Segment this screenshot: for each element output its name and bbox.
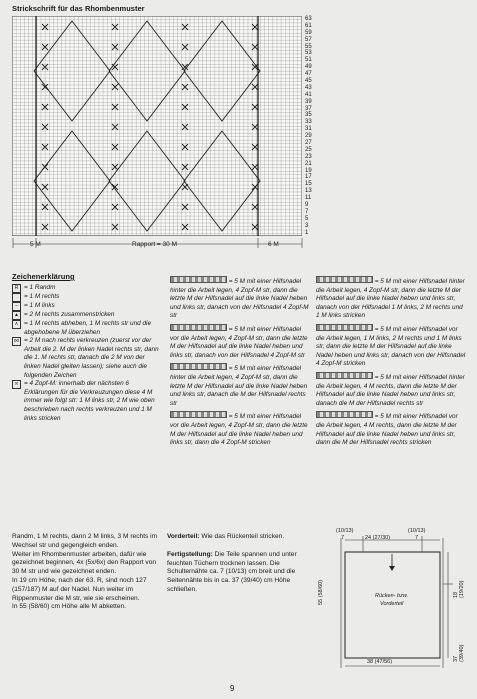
schem-label-line1: Rücken- bzw. bbox=[375, 593, 409, 599]
legend-text: = 1 M rechts abheben, 1 M rechts str und die abgehobene M überziehen bbox=[24, 320, 151, 336]
row-number: 43 bbox=[305, 84, 312, 91]
schem-left-side: 55 (58/60) bbox=[318, 579, 324, 605]
fertigstellung-label: Fertigstellung: bbox=[167, 550, 213, 558]
row-number: 51 bbox=[305, 57, 312, 64]
legend-text: = 1 Randm bbox=[24, 284, 56, 291]
legend-symbol-icon: ⋈ bbox=[14, 338, 19, 345]
legend-text: = 1 M rechts bbox=[24, 293, 60, 300]
chart-title: Strickschrift für das Rhombenmuster bbox=[12, 4, 145, 13]
vorderteil-text: Wie das Rückenteil stricken. bbox=[201, 533, 285, 540]
cable-text: = 5 M mit einer Hilfsnadel vor die Arbeit legen, 4 Zopf-M str, dann die letzte M der Hilfsnadel auf die linke Nadel heben und links str, danach von der Hilfsnadel 4 Zopf-M str bbox=[170, 325, 308, 359]
row-number: 45 bbox=[305, 78, 312, 85]
cable-text: = 5 M mit einer Hilfsnadel hinter die Arbeit legen, 4 Zopf-M str, dann die letzte M der Hilfsnadel auf die linke Nadel heben und links str, danach von der Hilfsnadel 1 M links, 2 M rechts und 1 M links stricken bbox=[316, 278, 465, 320]
cable-text: = 5 M mit einer Hilfsnadel vor die Arbeit legen, 4 Zopf-M str, dann die letzte M der Hilfsnadel auf die linke Nadel heben und links str, dann die 4 Zopf-M stricken bbox=[170, 413, 308, 447]
row-number: 23 bbox=[305, 153, 312, 160]
row-number: 31 bbox=[305, 126, 312, 133]
row-number: 15 bbox=[305, 181, 312, 188]
legend-text: = 2 M rechts zusammenstricken bbox=[24, 311, 115, 318]
row-number: 59 bbox=[305, 29, 312, 36]
schem-top-mid: 24 (27/30) bbox=[365, 535, 391, 541]
instruction-paragraph: In 19 cm Höhe, nach der 63. R, sind noch 127 (157/187) M auf der Nadel. Nun weiter im Rippenmuster die M str, wie sie erscheinen. bbox=[12, 576, 147, 602]
cable-symbol-icon bbox=[316, 372, 373, 379]
legend-symbol-icon: ▲ bbox=[12, 311, 21, 320]
cable-entry bbox=[170, 411, 310, 447]
row-number: 13 bbox=[305, 188, 312, 195]
legend-item bbox=[12, 302, 162, 311]
cable-text: = 5 M mit einer Hilfsnadel hinter die Arbeit legen, 4 M rechts, dann die letzte M der Hilfsnadel auf die linke Nadel heben und links str, danach die M der Hilfsnadel rechts str bbox=[316, 373, 465, 407]
cable-entry bbox=[316, 411, 466, 447]
cable-explanations-right bbox=[316, 276, 466, 451]
schem-top-left-frac: (10/13) bbox=[336, 528, 354, 534]
legend-item bbox=[12, 337, 162, 380]
instruction-paragraph: Weiter im Rhombenmuster arbeiten, dafür wie gezeichnet beginnen, 4x (5x/6x) den Rapport von 30 M str und wie gezeichnet enden. bbox=[12, 550, 157, 576]
cable-entry bbox=[170, 363, 310, 408]
legend-symbol-icon bbox=[12, 293, 21, 302]
instructions-left bbox=[12, 533, 160, 612]
row-number: 55 bbox=[305, 43, 312, 50]
instruction-paragraph: Randm, 1 M rechts, dann 2 M links, 3 M rechts im Wechsel str und gegengleich enden. bbox=[12, 533, 158, 549]
legend-item bbox=[12, 284, 162, 293]
dim-right: 6 M bbox=[268, 241, 279, 248]
row-number: 49 bbox=[305, 64, 312, 71]
cable-symbol-icon bbox=[316, 324, 373, 331]
schem-right-upper: 18 (19/20) bbox=[453, 580, 465, 598]
knitting-chart-grid bbox=[12, 16, 302, 236]
row-number: 57 bbox=[305, 36, 312, 43]
schem-top-left-val: 7 bbox=[341, 535, 345, 541]
row-number: 9 bbox=[305, 202, 309, 209]
cable-text: = 5 M mit einer Hilfsnadel hinter die Arbeit legen, 4 Zopf-M str, dann die letzte M der Hilfsnadel auf die linke Nadel heben und links str, danach von der Hilfsnadel 4 Zopf-M str bbox=[170, 278, 309, 320]
row-number: 61 bbox=[305, 22, 312, 29]
cable-symbol-icon bbox=[170, 363, 227, 370]
schem-label-line2: Vorderteil bbox=[380, 601, 404, 607]
row-number: 3 bbox=[305, 222, 309, 229]
fertigstellung-paragraph bbox=[167, 551, 317, 595]
vorderteil-label: Vorderteil: bbox=[167, 533, 200, 540]
row-number: 7 bbox=[305, 208, 309, 215]
cable-text: = 5 M mit einer Hilfsnadel vor die Arbeit legen, 4 M rechts, dann die letzte M der Hilfsnadel auf die linke Nadel heben und links str, dann die M der Hilfsnadel rechts stricken bbox=[316, 413, 458, 447]
row-number: 35 bbox=[305, 112, 312, 119]
legend-text: = 4 Zopf-M: innerhalb der nächsten 6 Erklärungen für die Verkreuzungen diese 4 M immer wie folgt str: 1 M links str, 2 M wie oben beschrieben nach rechts verkreuzen und 1 M links stricken bbox=[24, 380, 155, 422]
cable-symbol-icon bbox=[170, 324, 227, 331]
row-number: 53 bbox=[305, 50, 312, 57]
cable-text: = 5 M mit einer Hilfsnadel vor die Arbeit legen, 1 M links, 2 M rechts und 1 M links str, dann die letzte M der Hilfsnadel auf die linke Nadel heben und links str, danach von der Hilfsnadel 4 Zopf-M stricken bbox=[316, 325, 466, 368]
row-number: 29 bbox=[305, 133, 312, 140]
row-number: 27 bbox=[305, 140, 312, 147]
legend-item bbox=[12, 320, 162, 337]
legend-text: = 1 M links bbox=[24, 302, 55, 309]
dim-lines bbox=[12, 238, 304, 248]
cable-symbol-icon bbox=[170, 276, 227, 283]
schem-top-right-val: 7 bbox=[415, 535, 419, 541]
page-number: 9 bbox=[230, 684, 235, 693]
legend-symbol-icon: – bbox=[12, 302, 21, 311]
row-number: 11 bbox=[305, 195, 312, 202]
row-number: 63 bbox=[305, 16, 312, 22]
dim-left: 5 M bbox=[30, 241, 41, 248]
legend-item bbox=[12, 380, 162, 423]
cable-entry bbox=[170, 324, 310, 360]
cable-symbol-icon bbox=[170, 411, 227, 418]
legend-item bbox=[12, 293, 162, 302]
legend-symbol-icon: R bbox=[12, 284, 21, 293]
row-number: 39 bbox=[305, 98, 312, 105]
legend-text: = 2 M nach rechts verkreuzen (zuerst vor der Arbeit die 2. M der linken Nadel rechts str, dann die 1. M rechts str, danach die 2 M von der linken Nadel gleiten lassen); siehe auch die folgenden Zeichen bbox=[24, 337, 159, 379]
legend-symbol-icon: ∧ bbox=[12, 320, 21, 329]
row-number: 41 bbox=[305, 91, 312, 98]
cable-entry bbox=[170, 276, 310, 321]
schem-right-lower: 37 (39/40) bbox=[453, 644, 465, 662]
cable-entry bbox=[316, 276, 466, 321]
legend-item bbox=[12, 311, 162, 320]
cable-symbol-icon bbox=[316, 276, 373, 283]
cable-symbol-icon bbox=[316, 411, 373, 418]
row-number: 19 bbox=[305, 167, 312, 174]
cable-text: = 5 M mit einer Hilfsnadel hinter die Arbeit legen, 4 Zopf-M str, dann die letzte M der Hilfsnadel auf die linke Nadel heben und links str, danach die M der Hilfsnadel rechts str bbox=[170, 365, 308, 407]
row-number: 5 bbox=[305, 215, 309, 222]
row-number-column bbox=[305, 16, 327, 237]
row-number: 37 bbox=[305, 105, 312, 112]
fertigstellung-text: Die Teile spannen und unter feuchten Tüchern trocknen lassen. Die Schulternähte ca. 7 (10/13) cm breit und die Seitennähte bis in ca. 37 (39/40) cm Höhe schließen. bbox=[167, 550, 297, 593]
schem-top-right-frac: (10/13) bbox=[408, 528, 426, 534]
schem-bottom: 38 (47/56) bbox=[367, 659, 393, 665]
row-number: 33 bbox=[305, 119, 312, 126]
instructions-middle bbox=[167, 533, 317, 595]
dim-rapport: Rapport = 30 M bbox=[132, 241, 177, 248]
legend-heading: Zeichenerklärung bbox=[12, 272, 75, 281]
instruction-paragraph: In 55 (58/60) cm Höhe alle M abketten. bbox=[12, 603, 126, 611]
cable-entry bbox=[316, 324, 466, 369]
row-number: 17 bbox=[305, 174, 312, 181]
vorderteil-paragraph bbox=[167, 533, 317, 542]
row-number: 25 bbox=[305, 146, 312, 153]
legend bbox=[12, 272, 162, 423]
legend-symbol-icon: ≍ bbox=[12, 380, 21, 389]
row-number: 1 bbox=[305, 229, 309, 236]
cable-entry bbox=[316, 372, 466, 408]
cable-explanations-middle bbox=[170, 276, 310, 451]
row-number: 21 bbox=[305, 160, 312, 167]
row-number: 47 bbox=[305, 71, 312, 78]
